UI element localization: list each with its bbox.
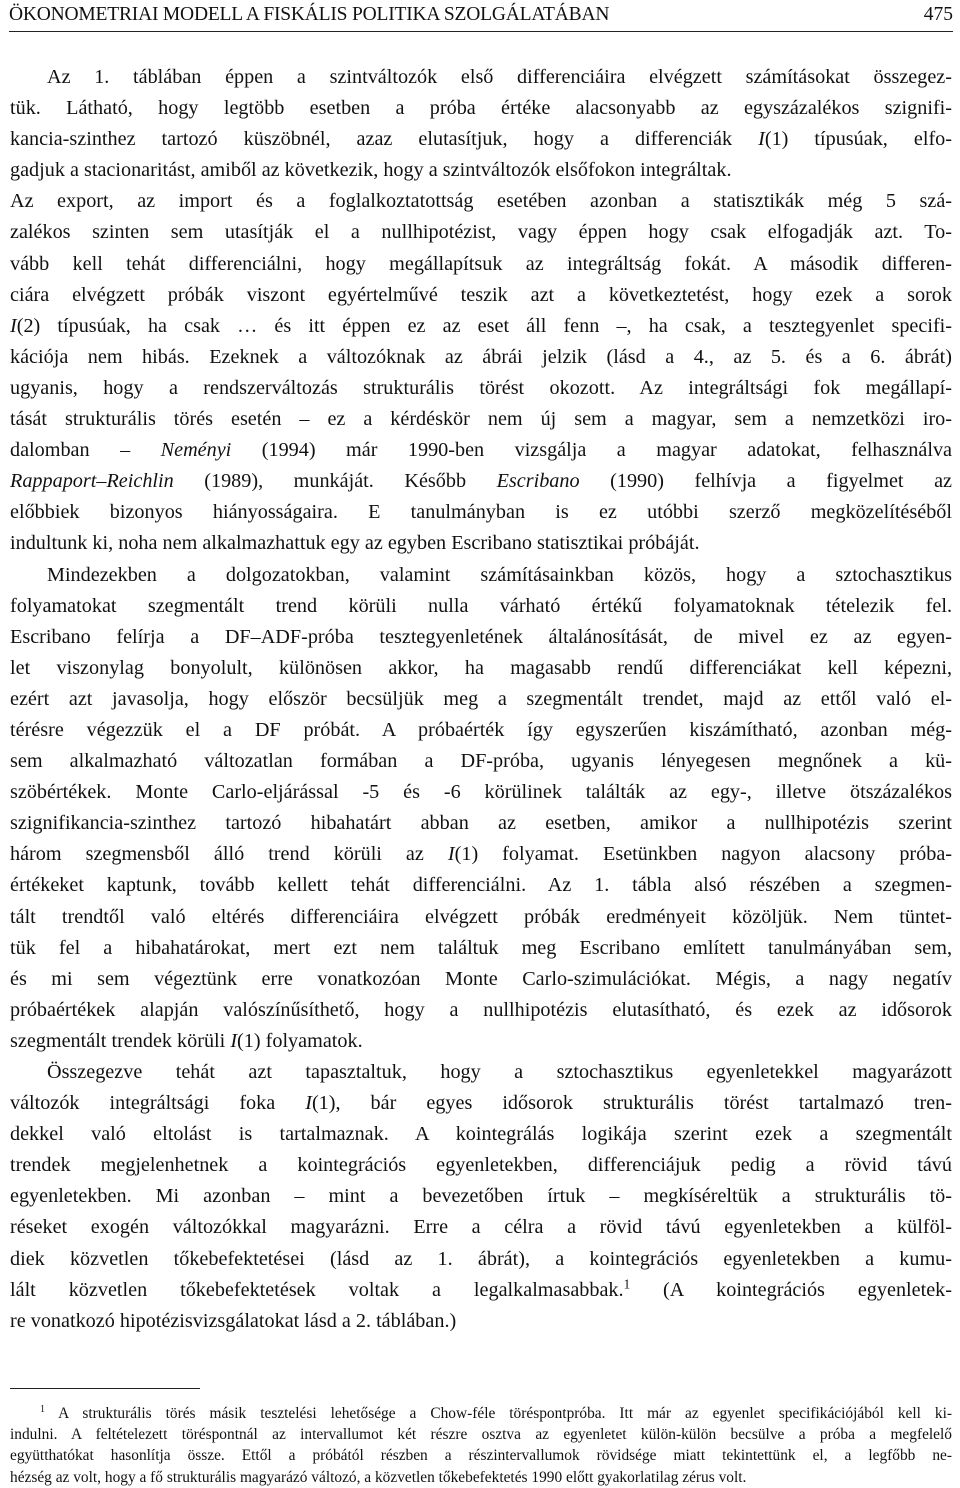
body-line: Összegezve tehát azt tapasztaltuk, hogy a sztochasztikus egyenletekkel magyarázott (47, 1061, 952, 1083)
body-line: Az 1. táblában éppen a szintváltozók első differenciáira elvégzett számításokat összegez- (47, 66, 952, 88)
body-line: lált közvetlen tőkebefektetések voltak a legalkalmasabbak.$^1$ (A kointegrációs egyenletek- (10, 1275, 952, 1301)
body-line: egyenletekben. Mi azonban – mint a bevezetőben írtuk – megkíséreltük a strukturális tö- (10, 1185, 952, 1208)
body-line: trendek megjelenhetnek a kointegrációs egyenletekben, differenciájuk pedig a rövid távú (10, 1154, 952, 1177)
footnotes (10, 1403, 952, 1488)
body-line: I(2) típusúak, ha csak … és itt éppen ez az eset áll fenn –, ha csak, a tesztegyenlet specifi- (10, 314, 952, 337)
body-line: ezért azt javasolja, hogy először becsüljük meg a szegmentált trendet, majd az ettől való el- (10, 687, 952, 710)
body-line: szegmentált trendek körüli I(1) folyamatok. (10, 1029, 363, 1052)
body-line: re vonatkozó hipotézisvizsgálatokat lásd a 2. táblában.) (10, 1309, 457, 1332)
body-line: térésre végezzük el a DF próbát. A próbaérték így egyszerűen kiszámítható, azonban még- (10, 718, 952, 741)
body-line: indultunk ki, noha nem alkalmazhattuk egy az egyben Escribano statisztikai próbáját. (10, 532, 700, 555)
body-line: Az export, az import és a foglalkoztatottság esetében azonban a statisztikák még 5 szá- (10, 190, 952, 213)
body-line: sem alkalmazható változatlan formában a DF-próba, ugyanis lényegesen megnőnek a kü- (10, 750, 952, 773)
body-line: tük fel a hibahatárokat, mert ezt nem találtuk meg Escribano említett tanulmányában sem, (10, 936, 952, 959)
body-line: szöbértékek. Monte Carlo-eljárással -5 és -6 körülinek találták az egy-, illetve ötszázalékos (10, 781, 952, 804)
body-line: és mi sem végeztünk erre vonatkozóan Monte Carlo-szimulációkat. Mégis, a nagy negatív (10, 967, 952, 990)
footnote-line: együtthatókat hasonlítja össze. Ettől a próbától részben a részintervallumok rövidsége miatt tekintettünk el, a legfőbb ne- (10, 1447, 952, 1465)
running-header-title: ÖKONOMETRIAI MODELL A FISKÁLIS POLITIKA SZOLGÁLATÁBAN (9, 4, 610, 25)
body-line: réseket exogén változókkal magyarázni. Erre a célra a rövid távú egyenletekben a külföl- (10, 1216, 952, 1239)
body-line: zalékos szinten sem utasítják el a nullhipotézist, vagy éppen hogy csak elfogadják azt. To- (10, 221, 952, 244)
footnote-rule (10, 1388, 200, 1389)
body-line: Rappaport–Reichlin (1989), munkáját. Később Escribano (1990) felhívja a figyelmet az (10, 470, 953, 493)
body-line: diek közvetlen tőkebefektetései (lásd az 1. ábrát), a kointegrációs egyenletekben a kumu- (10, 1247, 952, 1270)
body-line: kancia-szinthez tartozó küszöbnél, azaz elutasítjuk, hogy a differenciák I(1) típusúak, elfo- (10, 128, 952, 151)
running-header (9, 2, 953, 28)
footnote-line: hézség az volt, hogy a fő strukturális magyarázó változó, a közvetlen tőkebefektetés 1990 előtt gyakorlatilag zérus volt. (10, 1468, 747, 1486)
body-line: Escribano felírja a DF–ADF-próba tesztegyenletének általánosítását, de mivel ez az egyen- (10, 625, 952, 648)
body-line: dekkel való eltolást is tartalmaznak. A kointegrálás logikája szerint ezek a szegmentált (10, 1123, 952, 1146)
body-line: tük. Látható, hogy legtöbb esetben a próba értéke alacsonyabb az egyszázalékos szignifi- (10, 97, 952, 120)
body-line: változók integráltsági foka I(1), bár egyes idősorok strukturális törést tartalmazó tren- (10, 1092, 953, 1115)
body-line: folyamatokat szegmentált trend körüli nulla várható értékű folyamatoknak tételezik fel. (10, 594, 952, 617)
body-line: kációja nem hibás. Ezeknek a változóknak az ábrái jelzik (lásd a 4., az 5. és a 6. ábrát) (10, 345, 952, 368)
body-line: három szegmensből álló trend körüli az I(1) folyamat. Esetünkben nagyon alacsony próba- (10, 843, 953, 866)
body-line: tását strukturális törés esetén – ez a kérdéskör nem új sem a magyar, sem a nemzetközi iro- (10, 408, 952, 431)
body-line: Mindezekben a dolgozatokban, valamint számításainkban közös, hogy a sztochasztikus (47, 563, 952, 586)
body-line: ciára elvégzett próbák viszont egyértelművé teszik azt a következtetést, hogy ezek a sorok (10, 283, 952, 306)
body-line: gadjuk a stacionaritást, amiből az következik, hogy a szintváltozók elsőfokon integráltak. (10, 159, 732, 182)
header-rule (9, 31, 953, 32)
body-line: ugyanis, hogy a rendszerváltozás strukturális törést okozott. Az integráltsági fok megállapí- (10, 376, 952, 399)
footnote-line: indulni. A feltételezett töréspontnál az intervallumot két részre osztva az egyenletet külön-külön becsülve a próba a megfelelő (10, 1426, 952, 1444)
body-line: vább kell tehát differenciálni, hogy megállapítsuk az integráltság fokát. A második differen- (10, 252, 952, 275)
footnote-line: $^1$ A strukturális törés másik tesztelési lehetősége a Chow-féle töréspontpróba. Itt már az egyenlet specifikációjából kell ki- (40, 1403, 952, 1422)
page-number: 475 (923, 4, 953, 25)
body-line: próbaértékek alapján valószínűsíthető, hogy a nullhipotézis elutasítható, és ezek az idősorok (10, 998, 952, 1021)
body-line: előbbiek bizonyos hiányosságaira. E tanulmányban is ez utóbbi szerző megközelítéséből (10, 501, 952, 524)
body-line: tált trendtől való eltérés differenciáira elvégzett próbák eredményeit közöljük. Nem tüntet- (10, 905, 952, 928)
body-line: szignifikancia-szinthez tartozó hibahatárt abban az esetben, amikor a nullhipotézis szerint (10, 812, 952, 835)
body-line: dalomban – Neményi (1994) már 1990-ben vizsgálja a magyar adatokat, felhasználva (10, 439, 953, 462)
body-line: let viszonylag bonyolult, különösen akkor, ha magasabb rendű differenciákat kell képezni, (10, 656, 952, 679)
body-text (10, 62, 952, 1337)
body-line: értékeket kaptunk, tovább kellett tehát differenciálni. Az 1. tábla alsó részében a szegmen- (10, 874, 952, 897)
